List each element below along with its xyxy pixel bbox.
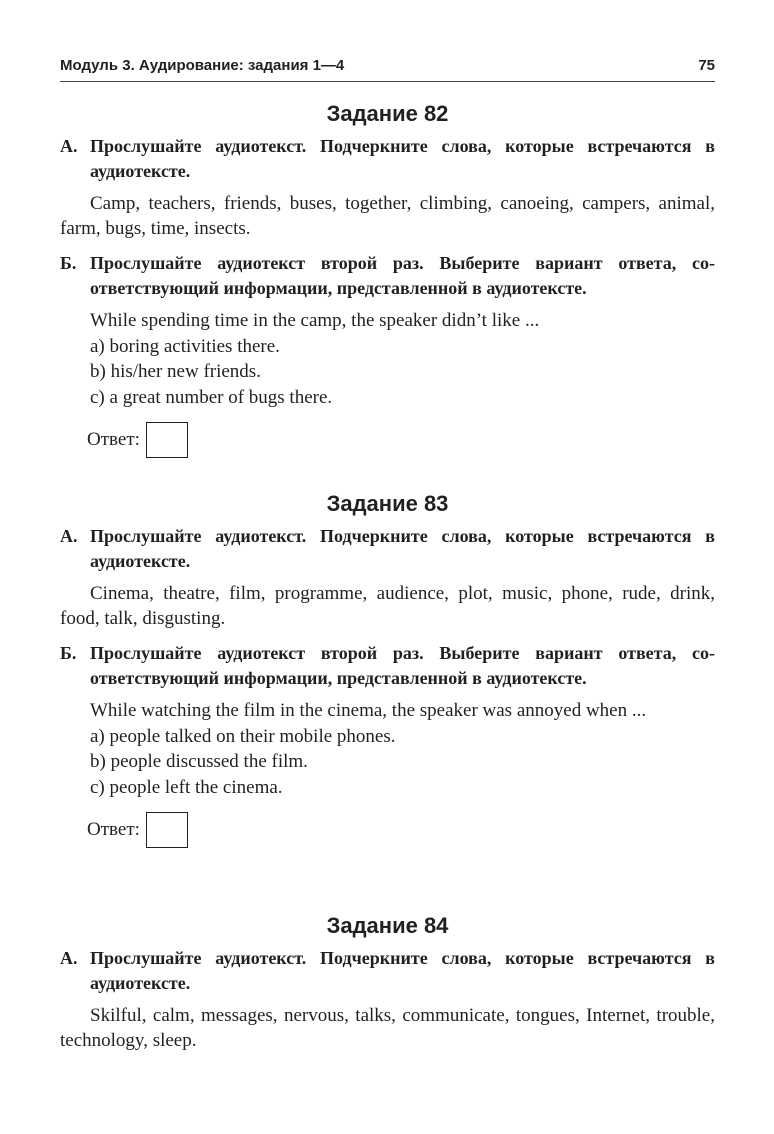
item-letter: Б. — [60, 253, 77, 273]
instruction-a — [60, 946, 715, 996]
task-83 — [60, 489, 715, 848]
running-header — [60, 57, 715, 74]
running-title: Модуль 3. Аудирование: задания 1—4 — [60, 57, 345, 74]
answer-box[interactable] — [146, 422, 188, 458]
task-84 — [60, 911, 715, 1063]
answer-row — [60, 422, 715, 458]
item-letter: Б. — [60, 643, 77, 663]
task-82 — [60, 99, 715, 458]
instruction-text: Прослушайте аудиотекст. Подчеркните слова, которые встречаются в аудиотексте. — [90, 526, 715, 571]
task-title: Задание 83 — [326, 491, 449, 516]
question: While spending time in the camp, the speaker didn’t like ... — [90, 310, 540, 331]
option-a: a) people talked on their mobile phones. — [90, 725, 396, 747]
option-c: c) people left the cinema. — [90, 776, 283, 798]
option-c: c) a great number of bugs there. — [90, 386, 333, 408]
word-list: Skilful, calm, messages, nervous, talks, communicate, tongues, Internet, trouble, technology, sleep. — [60, 1005, 715, 1051]
header-rule — [60, 81, 715, 82]
item-letter: А. — [60, 526, 78, 546]
instruction-text: Прослушайте аудиотекст второй раз. Выберите вариант ответа, соответствующий информации, представленной в аудиотексте. — [90, 643, 715, 688]
question: While watching the film in the cinema, the speaker was annoyed when ... — [90, 700, 647, 721]
instruction-text: Прослушайте аудиотекст второй раз. Выберите вариант ответа, соответствующий информации, представленной в аудиотексте. — [90, 253, 715, 298]
answer-label: Ответ: — [87, 429, 140, 450]
word-list: Cinema, theatre, film, programme, audience, plot, music, phone, rude, drink, food, talk, disgusting. — [60, 583, 715, 629]
task-title: Задание 82 — [326, 101, 449, 126]
page-number: 75 — [698, 57, 715, 74]
answer-box[interactable] — [146, 812, 188, 848]
answer-row — [60, 812, 715, 848]
instruction-b — [60, 641, 715, 691]
option-b: b) people discussed the film. — [90, 751, 308, 772]
instruction-text: Прослушайте аудиотекст. Подчеркните слова, которые встречаются в аудиотексте. — [90, 948, 715, 993]
answer-label: Ответ: — [87, 819, 140, 840]
word-list: Camp, teachers, friends, buses, together, climbing, canoeing, campers, animal, farm, bugs, time, insects. — [60, 193, 715, 239]
instruction-a — [60, 524, 715, 574]
option-b: b) his/her new friends. — [90, 361, 261, 382]
task-title: Задание 84 — [326, 913, 449, 938]
instruction-text: Прослушайте аудиотекст. Подчеркните слова, которые встречаются в аудиотексте. — [90, 136, 715, 181]
option-a: a) boring activities there. — [90, 335, 280, 357]
item-letter: А. — [60, 136, 78, 156]
item-letter: А. — [60, 948, 78, 968]
instruction-a — [60, 134, 715, 184]
instruction-b — [60, 251, 715, 301]
